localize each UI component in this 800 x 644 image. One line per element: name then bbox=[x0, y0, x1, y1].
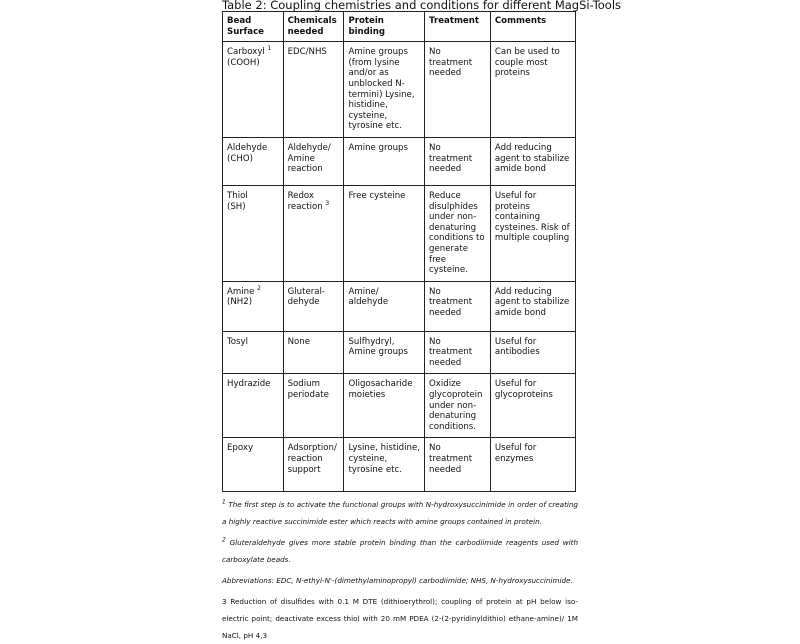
cell-comments: Useful for antibodies bbox=[490, 331, 575, 374]
header-chemicals: Chemicals needed bbox=[283, 12, 344, 42]
footnote-1 bbox=[222, 496, 578, 530]
cell-bead-surface bbox=[223, 438, 284, 492]
table-row bbox=[223, 185, 576, 281]
footnote-2 bbox=[222, 534, 578, 568]
footnote-marker: 1 bbox=[267, 45, 272, 53]
cell-chemicals bbox=[283, 331, 344, 374]
surface-name: Amine bbox=[227, 286, 255, 297]
cell-bead-surface bbox=[223, 137, 284, 185]
header-treatment: Treatment bbox=[425, 12, 491, 42]
cell-treatment: No treatment needed bbox=[425, 137, 491, 185]
cell-chemicals bbox=[283, 42, 344, 138]
cell-treatment: Oxidize glycoprotein under non-denaturing conditions. bbox=[425, 374, 491, 438]
chemicals-text: None bbox=[287, 336, 310, 347]
cell-bead-surface bbox=[223, 185, 284, 281]
chemicals-text: Redox reaction bbox=[287, 190, 323, 212]
cell-treatment: No treatment needed bbox=[425, 281, 491, 331]
chemicals-text: Gluteral-dehyde bbox=[287, 286, 326, 308]
cell-comments: Useful for glycoproteins bbox=[490, 374, 575, 438]
footnote-text: Gluteraldehyde gives more stable protein binding than the carbodiimide reagents used with carboxylate beads. bbox=[222, 538, 578, 565]
cell-protein-binding: Free cysteine bbox=[344, 185, 425, 281]
cell-protein-binding: Sulfhydryl, Amine groups bbox=[344, 331, 425, 374]
cell-protein-binding: Amine/ aldehyde bbox=[344, 281, 425, 331]
cell-bead-surface bbox=[223, 331, 284, 374]
surface-formula: (COOH) bbox=[227, 57, 260, 68]
cell-chemicals bbox=[283, 438, 344, 492]
table-title: Table 2: Coupling chemistries and conditions for different MagSi-Tools bbox=[222, 0, 622, 12]
table-row bbox=[223, 438, 576, 492]
cell-bead-surface bbox=[223, 374, 284, 438]
abbreviations: Abbreviations: EDC, N-ethyl-N'-(dimethylaminopropyl) carbodiimide; NHS, N-hydroxysuccinimide. bbox=[222, 576, 573, 586]
surface-name: Hydrazide bbox=[227, 379, 271, 390]
table-header-row bbox=[223, 12, 576, 42]
cell-comments: Add reducing agent to stabilize amide bond bbox=[490, 281, 575, 331]
table-row bbox=[223, 331, 576, 374]
header-bead-surface: Bead Surface bbox=[223, 12, 284, 42]
surface-name: Aldehyde bbox=[227, 142, 268, 153]
cell-comments: Add reducing agent to stabilize amide bond bbox=[490, 137, 575, 185]
cell-treatment: Reduce disulphides under non-denaturing conditions to generate free cysteine. bbox=[425, 185, 491, 281]
cell-bead-surface bbox=[223, 42, 284, 138]
cell-protein-binding: Amine groups bbox=[344, 137, 425, 185]
cell-comments: Can be used to couple most proteins bbox=[490, 42, 575, 138]
surface-name: Carboxyl bbox=[227, 47, 265, 58]
cell-treatment: No treatment needed bbox=[425, 42, 491, 138]
surface-formula: (CHO) bbox=[227, 153, 253, 164]
chemicals-text: Adsorption/ reaction support bbox=[287, 443, 337, 475]
cell-chemicals bbox=[283, 374, 344, 438]
cell-comments: Useful for proteins containing cysteines. Risk of multiple coupling bbox=[490, 185, 575, 281]
surface-name: Thiol bbox=[227, 190, 248, 201]
header-comments: Comments bbox=[490, 12, 575, 42]
header-protein-binding: Protein binding bbox=[344, 12, 425, 42]
cell-chemicals bbox=[283, 185, 344, 281]
document-column bbox=[222, 0, 622, 644]
surface-formula: (NH2) bbox=[227, 297, 253, 308]
footnote-text: The first step is to activate the functional groups with N-hydroxysuccinimide in order of creating a highly reactive succinimide ester which reacts with amine groups contained in protein. bbox=[222, 500, 578, 527]
cell-chemicals bbox=[283, 137, 344, 185]
cell-bead-surface bbox=[223, 281, 284, 331]
cell-comments: Useful for enzymes bbox=[490, 438, 575, 492]
cell-chemicals bbox=[283, 281, 344, 331]
footnote-3: 3 Reduction of disulfides with 0.1 M DTE (dithioerythrol); coupling of protein at pH below iso-electric point; deactivate excess thiol with 20 mM PDEA (2-(2-pyridinyldithio) ethane-amine)/ 1M NaCl, pH 4,3 bbox=[222, 597, 578, 641]
footnote-marker: 3 bbox=[325, 199, 330, 207]
surface-formula: (SH) bbox=[227, 201, 246, 212]
cell-protein-binding: Lysine, histidine, cysteine, tyrosine etc. bbox=[344, 438, 425, 492]
chemicals-text: Aldehyde/ Amine reaction bbox=[287, 142, 331, 175]
table-row bbox=[223, 374, 576, 438]
surface-name: Tosyl bbox=[227, 336, 248, 347]
chemicals-text: Sodium periodate bbox=[287, 379, 329, 401]
cell-protein-binding: Amine groups (from lysine and/or as unblocked N-termini) Lysine, histidine, cysteine, tyrosine etc. bbox=[344, 42, 425, 138]
footnote-marker: 1 bbox=[222, 499, 226, 507]
chemicals-text: EDC/NHS bbox=[287, 47, 327, 58]
cell-protein-binding: Oligosacharide moieties bbox=[344, 374, 425, 438]
cell-treatment: No treatment needed bbox=[425, 438, 491, 492]
table-row bbox=[223, 281, 576, 331]
footnote-marker: 2 bbox=[222, 537, 226, 545]
surface-name: Epoxy bbox=[227, 443, 254, 454]
cell-treatment: No treatment needed bbox=[425, 331, 491, 374]
footnote-marker: 2 bbox=[257, 284, 261, 292]
table-row bbox=[223, 137, 576, 185]
table-row bbox=[223, 42, 576, 138]
coupling-table bbox=[222, 11, 576, 492]
